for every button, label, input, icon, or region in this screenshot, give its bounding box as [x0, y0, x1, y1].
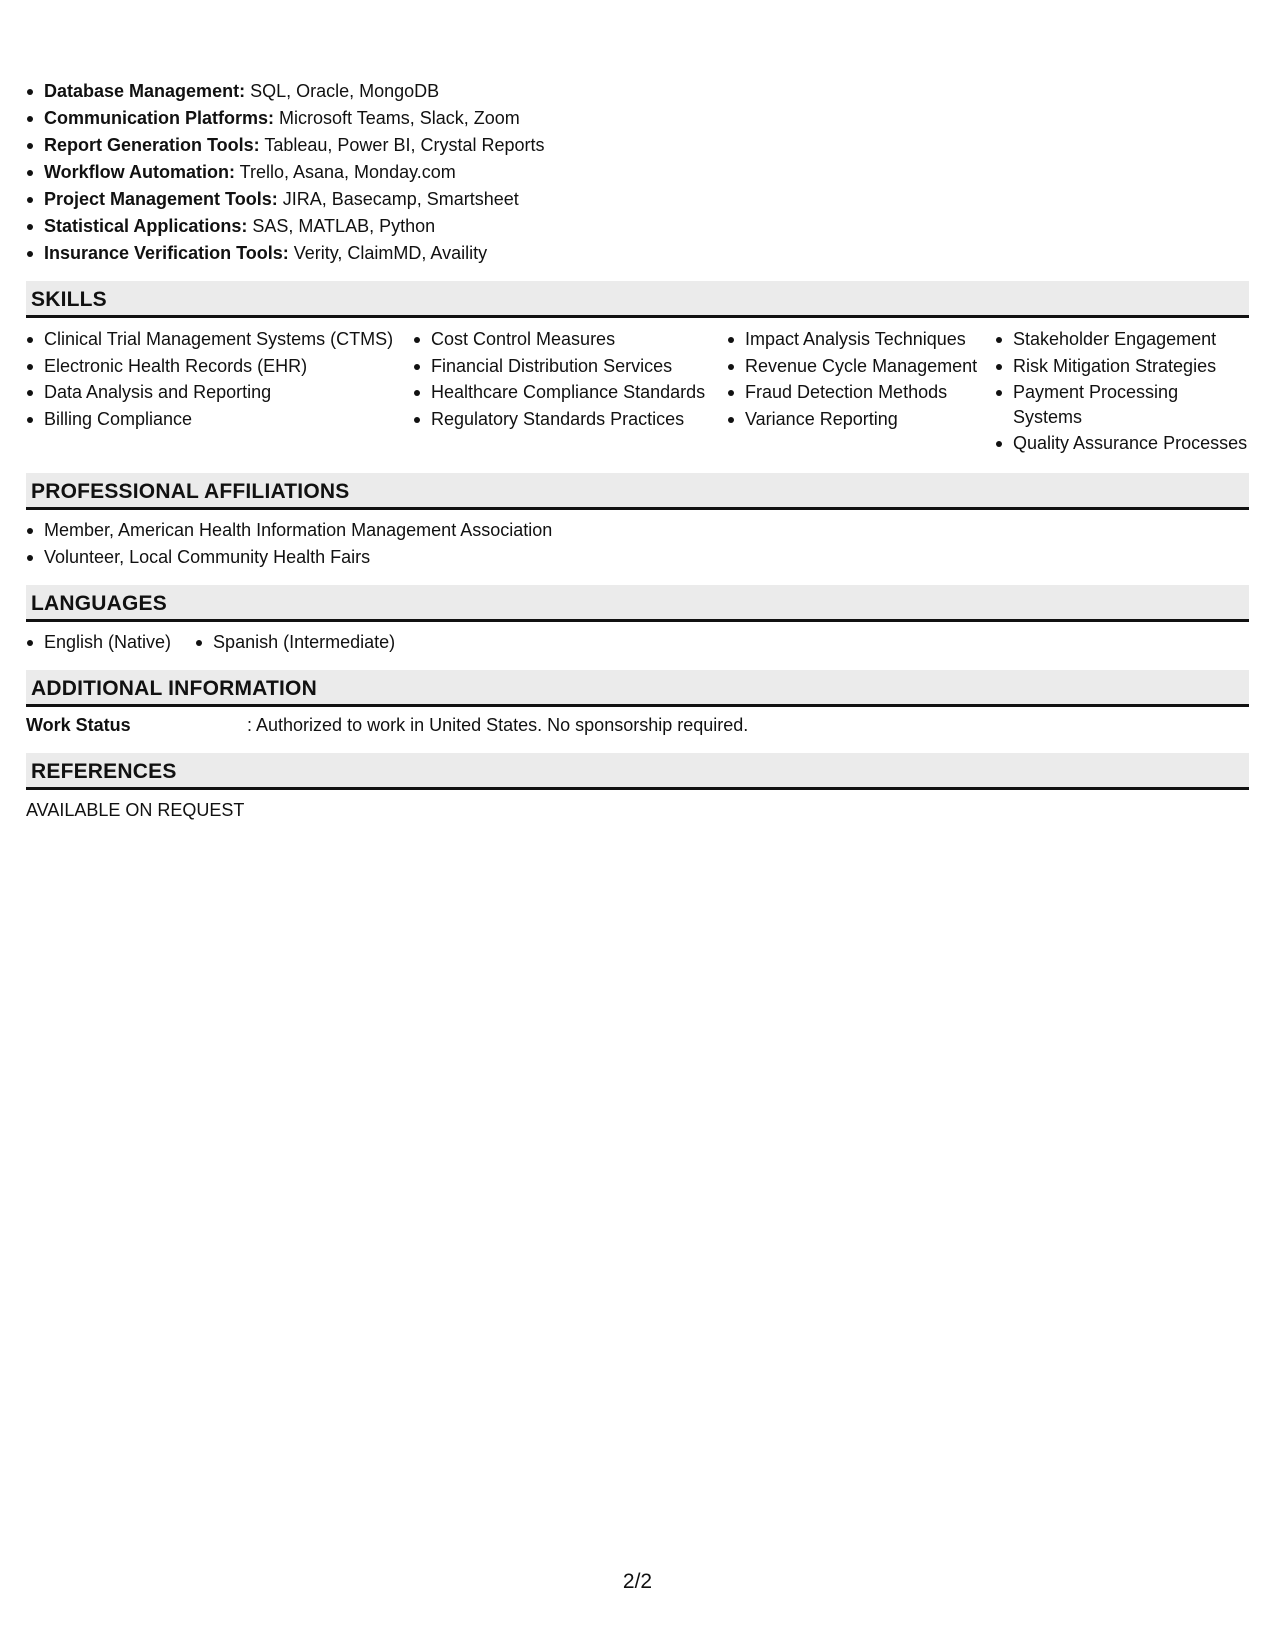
tool-label: Statistical Applications: — [44, 216, 248, 236]
tool-label: Database Management: — [44, 81, 246, 101]
language-item: Spanish (Intermediate) — [195, 629, 395, 656]
tool-value: Microsoft Teams, Slack, Zoom — [274, 108, 520, 128]
work-status-label: Work Status — [26, 714, 131, 735]
section-heading: SKILLS — [26, 281, 1249, 318]
tool-item-statistical — [26, 213, 1249, 240]
tool-item-workflow — [26, 159, 1249, 186]
tool-label: Communication Platforms: — [44, 108, 275, 128]
tool-label: Insurance Verification Tools: — [44, 243, 289, 263]
tools-list — [26, 78, 1249, 267]
tool-value: SAS, MATLAB, Python — [247, 216, 436, 236]
tool-item-insurance — [26, 240, 1249, 267]
affiliation-item: Volunteer, Local Community Health Fairs — [26, 544, 1249, 571]
work-status-row — [26, 712, 1249, 739]
tool-label: Project Management Tools: — [44, 189, 278, 209]
skill-item: Variance Reporting — [727, 407, 995, 432]
skills-column — [995, 327, 1249, 458]
tool-item-project-management — [26, 186, 1249, 213]
references-text: AVAILABLE ON REQUEST — [26, 799, 245, 820]
skills-column — [26, 327, 413, 458]
tool-value: Trello, Asana, Monday.com — [234, 162, 456, 182]
skill-item: Data Analysis and Reporting — [26, 380, 413, 405]
skill-item: Electronic Health Records (EHR) — [26, 354, 413, 379]
skill-item: Revenue Cycle Management — [727, 354, 995, 379]
skill-item: Cost Control Measures — [413, 327, 727, 352]
section-heading: ADDITIONAL INFORMATION — [26, 670, 1249, 707]
skill-item: Financial Distribution Services — [413, 354, 727, 379]
tool-label: Report Generation Tools: — [44, 135, 260, 155]
skills-column — [727, 327, 995, 458]
work-status-value: : Authorized to work in United States. No sponsorship required. — [247, 714, 749, 735]
resume-page — [26, 78, 1249, 824]
affiliation-item: Member, American Health Information Management Association — [26, 517, 1249, 544]
skills-column — [413, 327, 727, 458]
skills-section — [26, 281, 1249, 458]
tool-label: Workflow Automation: — [44, 162, 235, 182]
language-item: English (Native) — [26, 629, 171, 656]
languages-section — [26, 585, 1249, 656]
skill-item: Regulatory Standards Practices — [413, 407, 727, 432]
skill-item: Risk Mitigation Strategies — [995, 354, 1249, 379]
affiliations-list — [26, 517, 1249, 571]
skill-item: Fraud Detection Methods — [727, 380, 995, 405]
skill-item: Impact Analysis Techniques — [727, 327, 995, 352]
section-heading: REFERENCES — [26, 753, 1249, 790]
skill-item: Healthcare Compliance Standards — [413, 380, 727, 405]
skill-item: Quality Assurance Processes — [995, 431, 1249, 456]
skill-item: Billing Compliance — [26, 407, 413, 432]
skill-item: Clinical Trial Management Systems (CTMS) — [26, 327, 413, 352]
additional-info-section — [26, 670, 1249, 739]
tool-item-communication — [26, 105, 1249, 132]
section-heading: LANGUAGES — [26, 585, 1249, 622]
tool-item-report-generation — [26, 132, 1249, 159]
page-number: 2/2 — [622, 1570, 653, 1593]
tool-value: JIRA, Basecamp, Smartsheet — [277, 189, 519, 209]
tool-value: SQL, Oracle, MongoDB — [245, 81, 440, 101]
skill-item: Stakeholder Engagement — [995, 327, 1249, 352]
references-section — [26, 753, 1249, 824]
skill-item: Payment Processing Systems — [995, 380, 1249, 429]
tool-value: Verity, ClaimMD, Availity — [288, 243, 488, 263]
affiliations-section — [26, 473, 1249, 571]
skills-grid — [26, 327, 1249, 458]
section-heading: PROFESSIONAL AFFILIATIONS — [26, 473, 1249, 510]
tool-item-database — [26, 78, 1249, 105]
tool-value: Tableau, Power BI, Crystal Reports — [259, 135, 545, 155]
languages-list — [26, 629, 1249, 656]
